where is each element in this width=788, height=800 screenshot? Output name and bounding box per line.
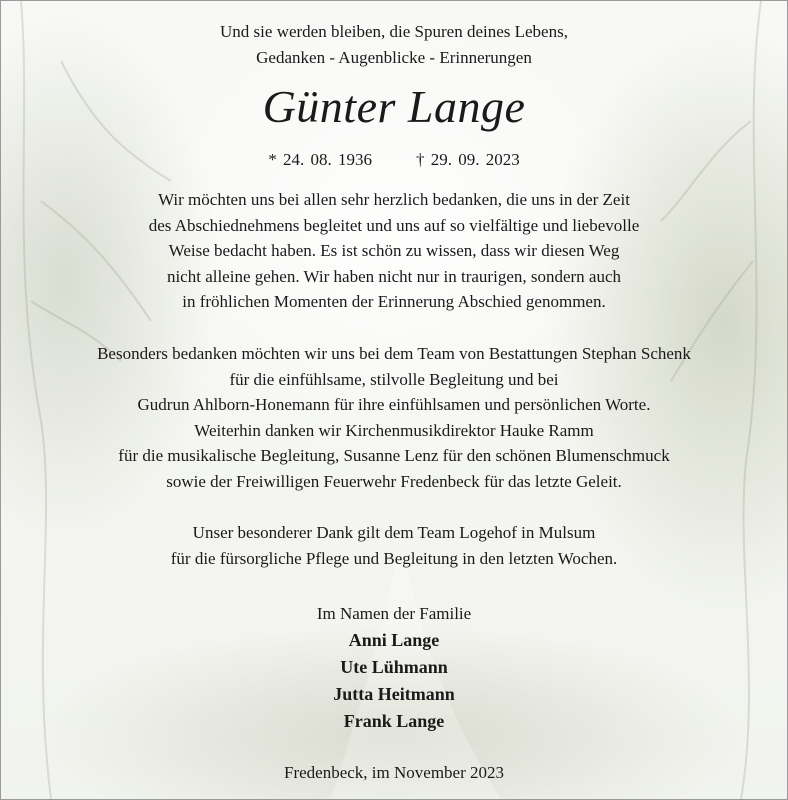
family-member: Frank Lange: [343, 711, 445, 731]
place-and-date: Fredenbeck, im November 2023: [284, 763, 504, 782]
family-member: Ute Lühmann: [340, 657, 448, 677]
paragraph-line: Weise bedacht haben. Es ist schön zu wissen, dass wir diesen Weg: [168, 241, 620, 260]
family-member: Anni Lange: [348, 630, 440, 650]
motto: [1, 19, 787, 70]
death-date: † 29. 09. 2023: [416, 150, 520, 169]
paragraph-line: sowie der Freiwilligen Feuerwehr Fredenbeck für das letzte Geleit.: [166, 471, 622, 491]
thanks-paragraph-2: [1, 341, 787, 494]
paragraph-line: des Abschiednehmens begleitet und uns auf so vielfältige und liebevolle: [148, 215, 640, 235]
family-member: Jutta Heitmann: [333, 684, 455, 704]
paragraph-line: Weiterhin danken wir Kirchenmusikdirektor Hauke Ramm: [194, 420, 594, 440]
paragraph-line: Wir möchten uns bei allen sehr herzlich bedanken, die uns in der Zeit: [158, 190, 630, 209]
birth-date: * 24. 08. 1936: [268, 150, 372, 169]
signature-intro: Im Namen der Familie: [316, 604, 472, 623]
paragraph-line: Besonders bedanken möchten wir uns bei dem Team von Bestattungen Stephan Schenk: [97, 344, 691, 363]
family-signature: [1, 600, 787, 735]
thanks-paragraph-1: [1, 187, 787, 315]
paragraph-line: für die einfühlsame, stilvolle Begleitung und bei: [229, 369, 559, 389]
paragraph-line: für die fürsorgliche Pflege und Begleitung in den letzten Wochen.: [170, 548, 618, 568]
life-dates: [1, 147, 787, 172]
paragraph-line: für die musikalische Begleitung, Susanne Lenz für den schönen Blumenschmuck: [118, 446, 670, 465]
paragraph-line: in fröhlichen Momenten der Erinnerung Abschied genommen.: [182, 292, 606, 311]
thanks-paragraph-3: [1, 520, 787, 571]
paragraph-line: nicht alleine gehen. Wir haben nicht nur in traurigen, sondern auch: [166, 266, 622, 286]
deceased-name: Günter Lange: [262, 81, 526, 132]
motto-line: Gedanken - Augenblicke - Erinnerungen: [256, 47, 532, 67]
motto-line: Und sie werden bleiben, die Spuren deines Lebens,: [220, 22, 568, 41]
paragraph-line: Gudrun Ahlborn-Honemann für ihre einfühlsamen und persönlichen Worte.: [137, 395, 651, 414]
paragraph-line: Unser besonderer Dank gilt dem Team Logehof in Mulsum: [192, 523, 596, 542]
